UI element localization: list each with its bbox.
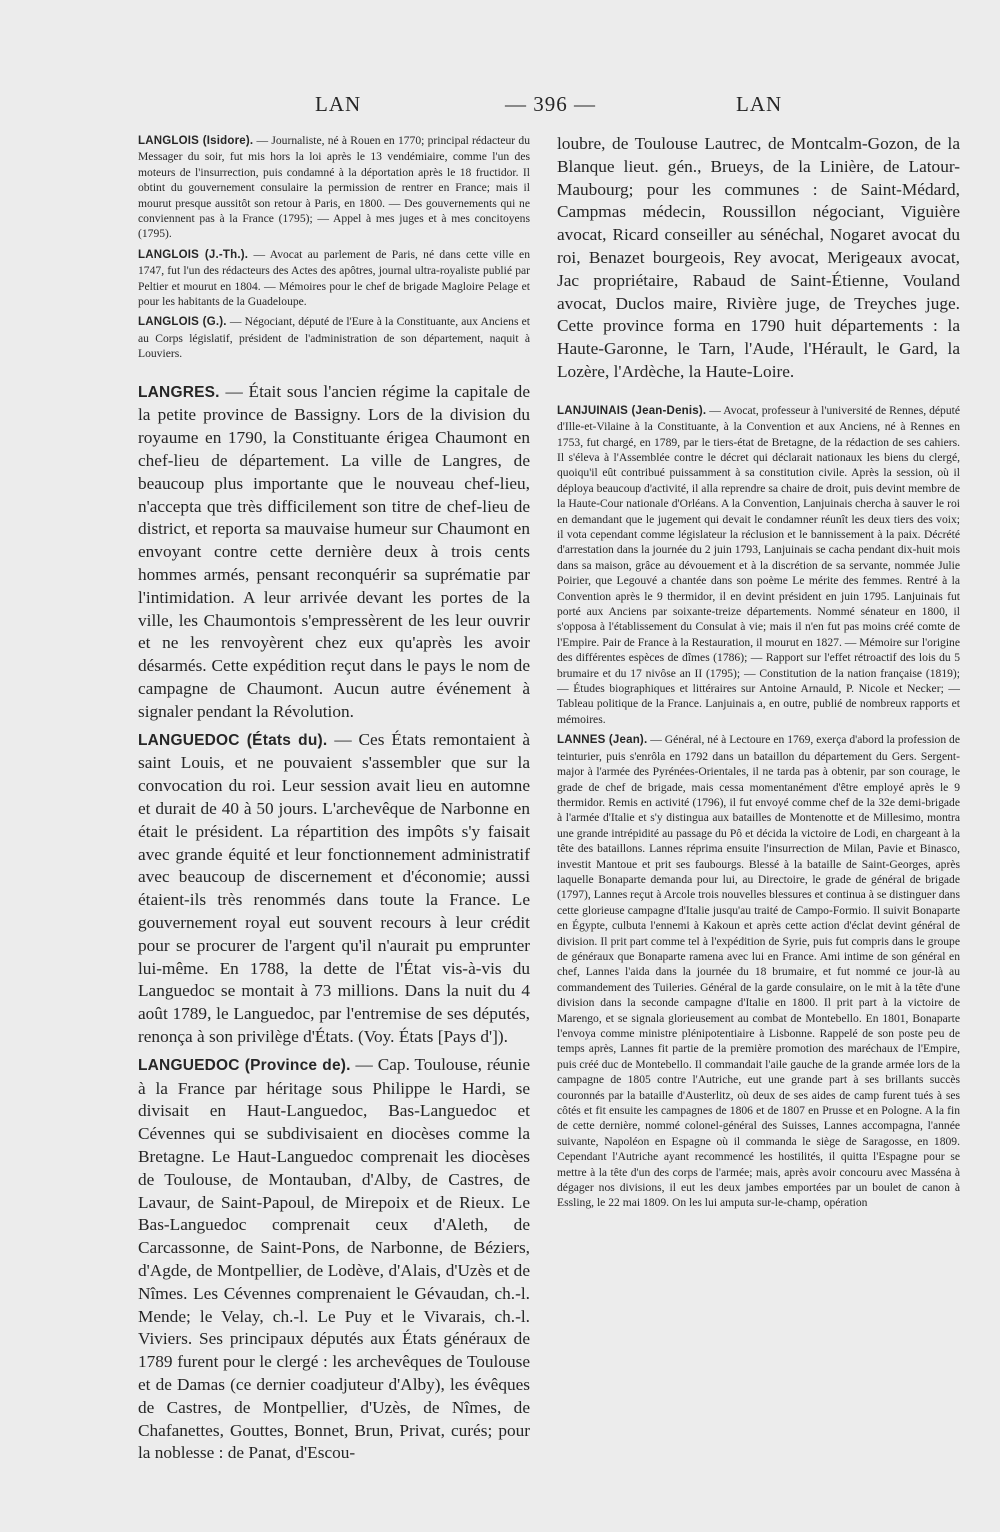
section-gap [138, 367, 530, 381]
left-column [138, 133, 530, 1470]
page-header [0, 92, 1000, 122]
entry-langlois-g [138, 314, 530, 361]
entry-text: — Général, né à Lectoure en 1769, exerça d'abord la profession de teinturier, puis s'enrôla en 1792 dans un bataillon du département du Gers. Sergent-major à l'armée des Pyrénées-Orientales, il ne tarda pas à obtenir, par son courage, le grade de chef de brigade, mais cessa momentanément d'être employé après le 9 thermidor. Remis en activité (1796), il fut envoyé comme chef de la 32e demi-brigade à l'armée d'Italie et s'y distingua aux batailles de Montenotte et de Millesimo, montra une grande intrépidité au passage du Pô et décida la victoire de Lodi, en chargeant à la tête des bataillons. Lannes réprima ensuite l'insurrection de Milan, Pavie et Binasco, investit Mantoue et prit ses faubourgs. Blessé à la bataille de Saint-Georges, après laquelle Bonaparte demanda pour lui, au Directoire, le grade de général de brigade (1797), Lannes reçut à Arcole trois nouvelles blessures et continua à se distinguer dans cette glorieuse campagne d'Italie jusqu'au traité de Campo-Formio. Il suivit Bonaparte en Égypte, culbuta l'ennemi à Kakoun et après cette action d'éclat devint général de division. Il prit part comme tel à l'expédition de Syrie, puis fut compris dans le groupe de généraux que Bonaparte ramena avec lui en France. Ami intime de son général en chef, Lannes l'aida dans la journée du 18 brumaire, et fut nommé ce jour-là au commandement des Tuileries. Général de la garde consulaire, on le mit à la tête d'une division dans la seconde campagne d'Italie en 1800. Il prit part à la victoire de Marengo, et se signala glorieusement au combat de Montebello. En 1801, Bonaparte l'envoya comme ministre plénipotentiaire à Lisbonne. Rappelé de son poste peu de temps après, Lannes fit partie de la première promotion des maréchaux de l'Empire, puis créé duc de Montebello. Il commandait l'aile gauche de la grande armée lors de la campagne de 1805 contre l'Autriche, eut une grande part à ses brillants succès couronnés par la bataille d'Austerlitz, où deux de ses aides de camp furent tués à ses côtés et fit ensuite les campagnes de 1806 et de 1807 en Prusse et en Pologne. A la fin de cette dernière, nommé colonel-général des Suisses, Lannes accompagna, l'année suivante, Napoléon en Espagne où il commanda le siège de Saragosse, en 1809. Cependant l'Autriche ayant recommencé les hostilités, il quitta l'Espagne pour se mettre à la tête d'un des corps de l'armée; mais, après avoir concouru avec Masséna à dégager nos divisions, il eut les deux jambes emportées par un boulet de canon à Essling, le 22 mai 1809. On les lui amputa sur-le-champ, opération [557, 733, 960, 1210]
entry-langlois-jth [138, 247, 530, 310]
entry-text: — Négociant, député de l'Eure à la Constituante, aux Anciens et au Corps législatif, président de l'administration de son département, naquit à Louviers. [138, 315, 531, 361]
entry-text: — Avocat, professeur à l'université de Rennes, député d'Ille-et-Vilaine à la Constituante, à la Convention et aux Anciens, né à Rennes en 1753, fut chargé, en 1789, par le tiers-état de Bretagne, de la rédaction de ses cahiers. Il s'éleva à l'Assemblée contre le décret qui déclarait nationaux les biens du clergé, quoiqu'il eût contribué puissamment à sa constitution civile. Après la session, où il déploya beaucoup d'activité, il alla reprendre sa chaire de droit, puis devint membre de la Haute-Cour nationale d'Orléans. A la Convention, Lanjuinais chercha à sauver le roi en demandant que le jugement qui devait le condamner réunît les deux tiers des voix; il vota cependant comme législateur la réclusion et le bannissement à la paix. Décrété d'arrestation dans la journée du 2 juin 1793, Lanjuinais se cacha pendant dix-huit mois dans sa maison, grâce au dévouement et à la discrétion de sa servante, nommée Julie Poirier, que Legouvé a chantée dans son poème Le mérite des femmes. Rentré à la Convention après le 9 thermidor, il en devint président en juin 1795. Lanjuinais fut porté aux Anciens par soixante-treize départements. Nommé sénateur en 1800, il s'opposa à l'établissement du Consulat à vie; mais il n'en fut pas moins créé comte de l'Empire. Pair de France à la Restauration, il mourut en 1827. — Mémoire sur l'origine des différentes espèces de dîmes (1786); — Rapport sur l'effet rétroactif des lois du 5 brumaire et du 17 nivôse an II (1795); — Constitution de la nation française (1819); — Études biographiques et littéraires sur Antoine Arnauld, P. Nicole et Necker; — Tableau politique de la France. Lanjuinais a, en outre, publié de nombreux rapports et mémoires. [557, 403, 961, 726]
entry-text: — Avocat au parlement de Paris, né dans cette ville en 1747, fut l'un des rédacteurs des Actes des apôtres, journal ultra-royaliste publié par Peltier et mourut en 1804. — Mémoires pour le chef de brigade Magloire Pelage et pour les habitants de la Guadeloupe. [138, 247, 530, 309]
entry-headword: LANGRES. [138, 383, 220, 401]
entry-languedoc-continued [557, 133, 960, 384]
right-column [557, 133, 960, 1216]
header-right-word: LAN [736, 92, 783, 116]
entry-headword: LANJUINAIS (Jean-Denis). [557, 404, 707, 417]
entry-headword: LANNES (Jean). [557, 734, 648, 747]
entry-langlois-isidore [138, 133, 530, 242]
entry-text: — Ces États remontaient à saint Louis, et ne pouvaient s'assembler que sur la convocation du roi. Leur session avait lieu en automne et durait de 40 à 50 jours. L'archevêque de Narbonne en était le président. La répartition des impôts s'y faisait avec grande équité et leur fonctionnement administratif avec beaucoup de discernement et d'économie; aussi étaient-ils très renommés dans toute la France. Le gouvernement royal eut souvent recours à leur crédit pour se procurer de l'argent qu'il n'aurait pu emprunter lui-même. En 1788, la dette de l'État vis-à-vis du Languedoc se montait à 73 millions. Dans la nuit du 4 août 1789, le Languedoc, par l'entremise de ses députés, renonça à son privilège d'États. (Voy. États [Pays d']). [138, 729, 530, 1046]
entry-headword: LANGLOIS (Isidore). [138, 135, 254, 147]
header-left-word: LAN [315, 92, 362, 116]
entry-headword: LANGLOIS (G.). [138, 316, 227, 329]
entry-languedoc-province [138, 1054, 530, 1465]
entry-headword: LANGLOIS (J.-Th.). [138, 248, 249, 261]
entry-headword: LANGUEDOC (Province de). [138, 1056, 351, 1074]
entry-text: loubre, de Toulouse Lautrec, de Montcalm-Gozon, de la Blanque lieut. gén., Brueys, de la Linière, de Latour-Maubourg; pour les communes : de Saint-Médard, Campmas médecin, Roussillon négociant, Viguière avocat, Ricard conseiller au sénéchal, Nogaret avocat du roi, Benazet bourgeois, Rey avocat, Merigeaux avocat, Jac propriétaire, Rabaud de Saint-Étienne, Vouland avocat, Duclos maire, Rivière juge, de Treyches juge. Cette province forma en 1790 huit départements : la Haute-Garonne, le Tarn, l'Aude, l'Hérault, le Gard, la Lozère, l'Ardèche, la Haute-Loire. [557, 134, 960, 381]
entry-languedoc-etats [138, 729, 530, 1049]
section-gap [557, 389, 960, 403]
entry-langres [138, 381, 530, 724]
entry-lanjuinais [557, 403, 960, 728]
entry-headword: LANGUEDOC (États du). [138, 731, 328, 749]
entry-lannes [557, 732, 960, 1211]
entry-text: — Cap. Toulouse, réunie à la France par héritage sous Philippe le Hardi, se divisait en Haut-Languedoc, Bas-Languedoc et Cévennes qui se subdivisaient en diocèses comme la Bretagne. Le Haut-Languedoc comprenait les diocèses de Toulouse, de Montauban, d'Alby, de Castres, de Lavaur, de Saint-Papoul, de Mirepoix et de Rieux. Le Bas-Languedoc comprenait ceux d'Aleth, de Carcassonne, de Saint-Pons, de Narbonne, de Béziers, d'Agde, de Montpellier, de Lodève, d'Alais, d'Uzès et de Nîmes. Les Cévennes comprenaient le Gévaudan, ch.-l. Mende; le Velay, ch.-l. Le Puy et le Vivarais, ch.-l. Viviers. Ses principaux députés aux États généraux de 1789 furent pour le clergé : les archevêques de Toulouse et de Damas (ce dernier coadjuteur d'Alby), les évêques de Castres, de Montpellier, d'Uzès, de Nîmes, de Chafanettes, Gouttes, Bonnet, Brun, Privat, curés; pour la noblesse : de Panat, d'Escou- [138, 1054, 530, 1463]
entry-text: — Journaliste, né à Rouen en 1770; principal rédacteur du Messager du soir, fut mis hors la loi après le 13 vendémiaire, comme l'un des moteurs de l'insurrection, puis condamné à la déportation après le 18 fructidor. Il obtint du gouvernement consulaire la permission de rentrer en France; mais il mourut presque aussitôt son retour à Paris, en 1800. — Des gouvernements qui ne conviennent pas à la France (1795); — Appel à mes juges et à mes concitoyens (1795). [138, 134, 530, 241]
page-number: — 396 — [505, 92, 596, 116]
entry-text: — Était sous l'ancien régime la capitale de la petite province de Bassigny. Lors de la division du royaume en 1790, la Constituante érigea Chaumont en chef-lieu de département. La ville de Langres, de beaucoup plus importante que le nouveau chef-lieu, n'accepta que très difficilement son titre de chef-lieu de district, et reporta sa mauvaise humeur sur Chaumont en envoyant contre cette dernière deux à trois cents hommes armés, pensant reconquérir sa suprématie par l'intimidation. A leur arrivée devant les portes de la ville, les Chaumontois s'empressèrent de les leur ouvrir et ne les renvoyèrent chez eux qu'après les avoir désarmés. Cette expédition reçut dans le pays le nom de campagne de Chaumont. Aucun autre événement à signaler pendant la Révolution. [138, 381, 530, 721]
